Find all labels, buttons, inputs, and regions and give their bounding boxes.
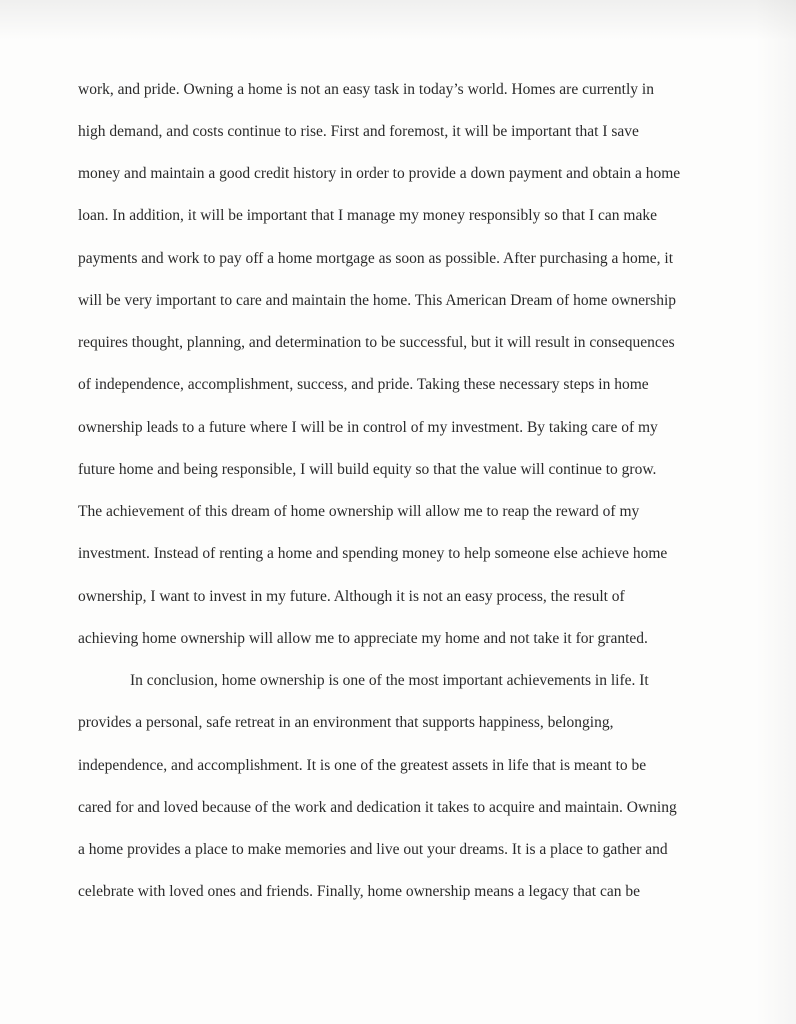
text-line: a home provides a place to make memories and live out your dreams. It is a place to gather and (78, 841, 668, 858)
text-line: The achievement of this dream of home ownership will allow me to reap the reward of my (78, 503, 640, 520)
text-line: of independence, accomplishment, success, and pride. Taking these necessary steps in home (78, 376, 649, 393)
paragraph-first-line: In conclusion, home ownership is one of the most important achievements in life. It (130, 672, 649, 689)
text-line: independence, and accomplishment. It is one of the greatest assets in life that is meant to be (78, 757, 647, 774)
text-line: celebrate with loved ones and friends. Finally, home ownership means a legacy that can be (78, 883, 640, 900)
text-line: achieving home ownership will allow me to appreciate my home and not take it for granted. (78, 630, 648, 647)
text-line: work, and pride. Owning a home is not an easy task in today’s world. Homes are currently in (78, 81, 654, 98)
text-line: high demand, and costs continue to rise. First and foremost, it will be important that I save (78, 123, 639, 140)
text-line: provides a personal, safe retreat in an environment that supports happiness, belonging, (78, 714, 614, 731)
text-line: will be very important to care and maintain the home. This American Dream of home ownership (78, 292, 677, 309)
text-line: loan. In addition, it will be important that I manage my money responsibly so that I can make (78, 207, 657, 224)
text-line: ownership leads to a future where I will be in control of my investment. By taking care of my (78, 419, 658, 436)
text-line: future home and being responsible, I will build equity so that the value will continue to grow. (78, 461, 657, 478)
text-line: requires thought, planning, and determination to be successful, but it will result in consequences (78, 334, 675, 351)
scan-shadow-right (756, 0, 796, 1024)
text-line: investment. Instead of renting a home and spending money to help someone else achieve home (78, 545, 668, 562)
text-line: ownership, I want to invest in my future. Although it is not an easy process, the result of (78, 588, 625, 605)
text-line: payments and work to pay off a home mortgage as soon as possible. After purchasing a home, it (78, 250, 674, 267)
scan-shadow-top (0, 0, 796, 40)
text-line: money and maintain a good credit history in order to provide a down payment and obtain a home (78, 165, 681, 182)
text-line: cared for and loved because of the work and dedication it takes to acquire and maintain. Owning (78, 799, 677, 816)
